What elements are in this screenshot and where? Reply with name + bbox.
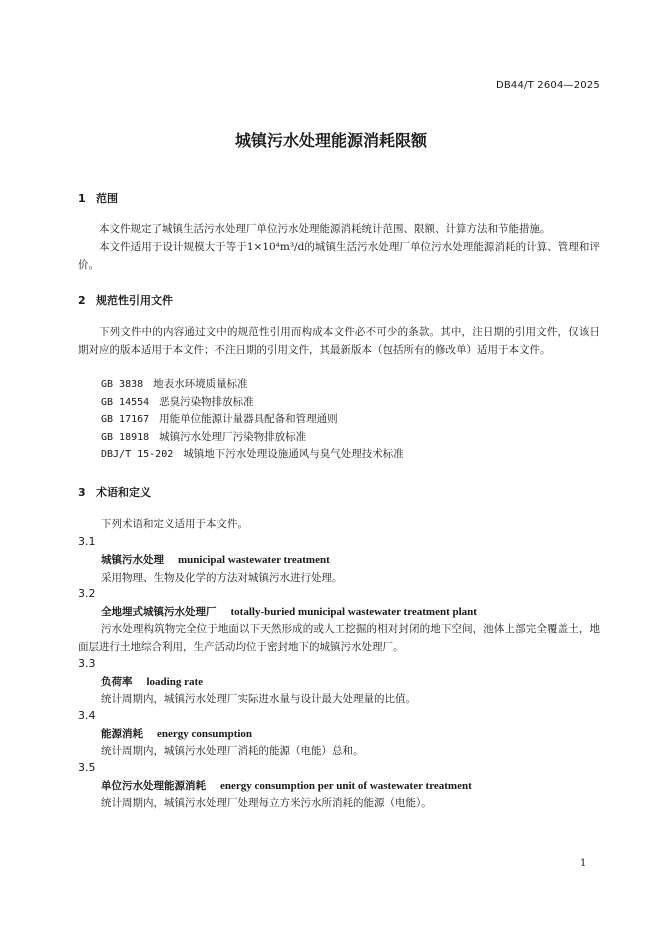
page-number: 1 (580, 858, 587, 869)
reference-title: 恶臭污染物排放标准 (159, 395, 254, 408)
term-name (101, 552, 330, 567)
term-zh: 城镇污水处理 (101, 554, 164, 566)
section-2-heading (78, 292, 173, 308)
term-name (101, 778, 472, 793)
section-2-intro: 下列文件中的内容通过文中的规范性引用而构成本文件必不可少的条款。其中，注日期的引用文件，仅该日期对应的版本适用于本文件；不注日期的引用文件，其最新版本（包括所有的修改单）适用于本文件。 (78, 326, 600, 356)
reference-list (101, 376, 404, 464)
term-en: energy consumption (157, 728, 253, 740)
term-number: 3.5 (78, 761, 96, 774)
term-definition: 采用物理、生物及化学的方法对城镇污水进行处理。 (101, 572, 343, 584)
reference-title: 城镇污水处理厂污染物排放标准 (159, 430, 307, 443)
reference-item (101, 411, 404, 429)
section-3-intro: 下列术语和定义适用于本文件。 (101, 518, 248, 530)
reference-title: 地表水环境质量标准 (153, 378, 248, 390)
term-name (101, 604, 477, 619)
term-number: 3.3 (78, 657, 96, 670)
section-1-paragraph-2: 本文件适用于设计规模大于等于1×10⁴m³/d的城镇生活污水处理厂单位污水处理能源消耗的计算、管理和评价。 (78, 241, 600, 271)
term-definition: 污水处理构筑物完全位于地面以下天然形成的或人工挖掘的相对封闭的地下空间，池体上部完全覆盖土，地面层进行土地综合利用，生产活动均位于密封地下的城镇污水处理厂。 (78, 623, 600, 653)
section-title: 术语和定义 (96, 486, 151, 499)
term-en: energy consumption per unit of wastewater treatment (220, 780, 472, 792)
section-1-heading (78, 190, 118, 206)
section-number: 2 (78, 294, 86, 307)
term-definition: 统计周期内，城镇污水处理厂处理每立方米污水所消耗的能源（电能）。 (101, 797, 432, 809)
section-number: 1 (78, 192, 86, 205)
section-title: 规范性引用文件 (96, 294, 173, 307)
term-zh: 能源消耗 (101, 728, 143, 740)
reference-code: DBJ/T 15-202 (101, 449, 174, 460)
term-definition: 统计周期内，城镇污水处理厂实际进水量与设计最大处理量的比值。 (101, 693, 416, 705)
term-number: 3.2 (78, 587, 96, 600)
term-number: 3.1 (78, 535, 96, 548)
document-title: 城镇污水处理能源消耗限额 (234, 131, 427, 150)
reference-code: GB 17167 (101, 414, 150, 425)
term-en: municipal wastewater treatment (178, 554, 330, 566)
section-title: 范围 (96, 192, 118, 205)
section-1-paragraph-1: 本文件规定了城镇生活污水处理厂单位污水处理能源消耗统计范围、限额、计算方法和节能措施。 (99, 223, 551, 235)
term-en: totally-buried municipal wastewater treatment plant (230, 606, 477, 618)
term-en: loading rate (146, 676, 204, 688)
reference-title: 用能单位能源计量器具配备和管理通则 (159, 413, 338, 425)
reference-title: 城镇地下污水处理设施通风与臭气处理技术标准 (183, 448, 404, 460)
section-3-heading (78, 484, 151, 500)
reference-code: GB 3838 (101, 379, 144, 390)
reference-item (101, 394, 404, 412)
standard-code: DB44/T 2604—2025 (495, 80, 600, 91)
reference-item (101, 429, 404, 447)
term-zh: 负荷率 (101, 676, 133, 688)
term-definition: 统计周期内，城镇污水处理厂消耗的能源（电能）总和。 (101, 745, 364, 757)
section-number: 3 (78, 486, 86, 499)
term-name (101, 726, 252, 741)
reference-code: GB 14554 (101, 396, 150, 408)
term-zh: 单位污水处理能源消耗 (101, 780, 206, 792)
reference-item (101, 376, 404, 394)
term-zh: 全地埋式城镇污水处理厂 (101, 606, 217, 618)
term-name (101, 674, 203, 689)
term-number: 3.4 (78, 709, 96, 722)
reference-item (101, 446, 404, 464)
reference-code: GB 18918 (101, 431, 150, 443)
